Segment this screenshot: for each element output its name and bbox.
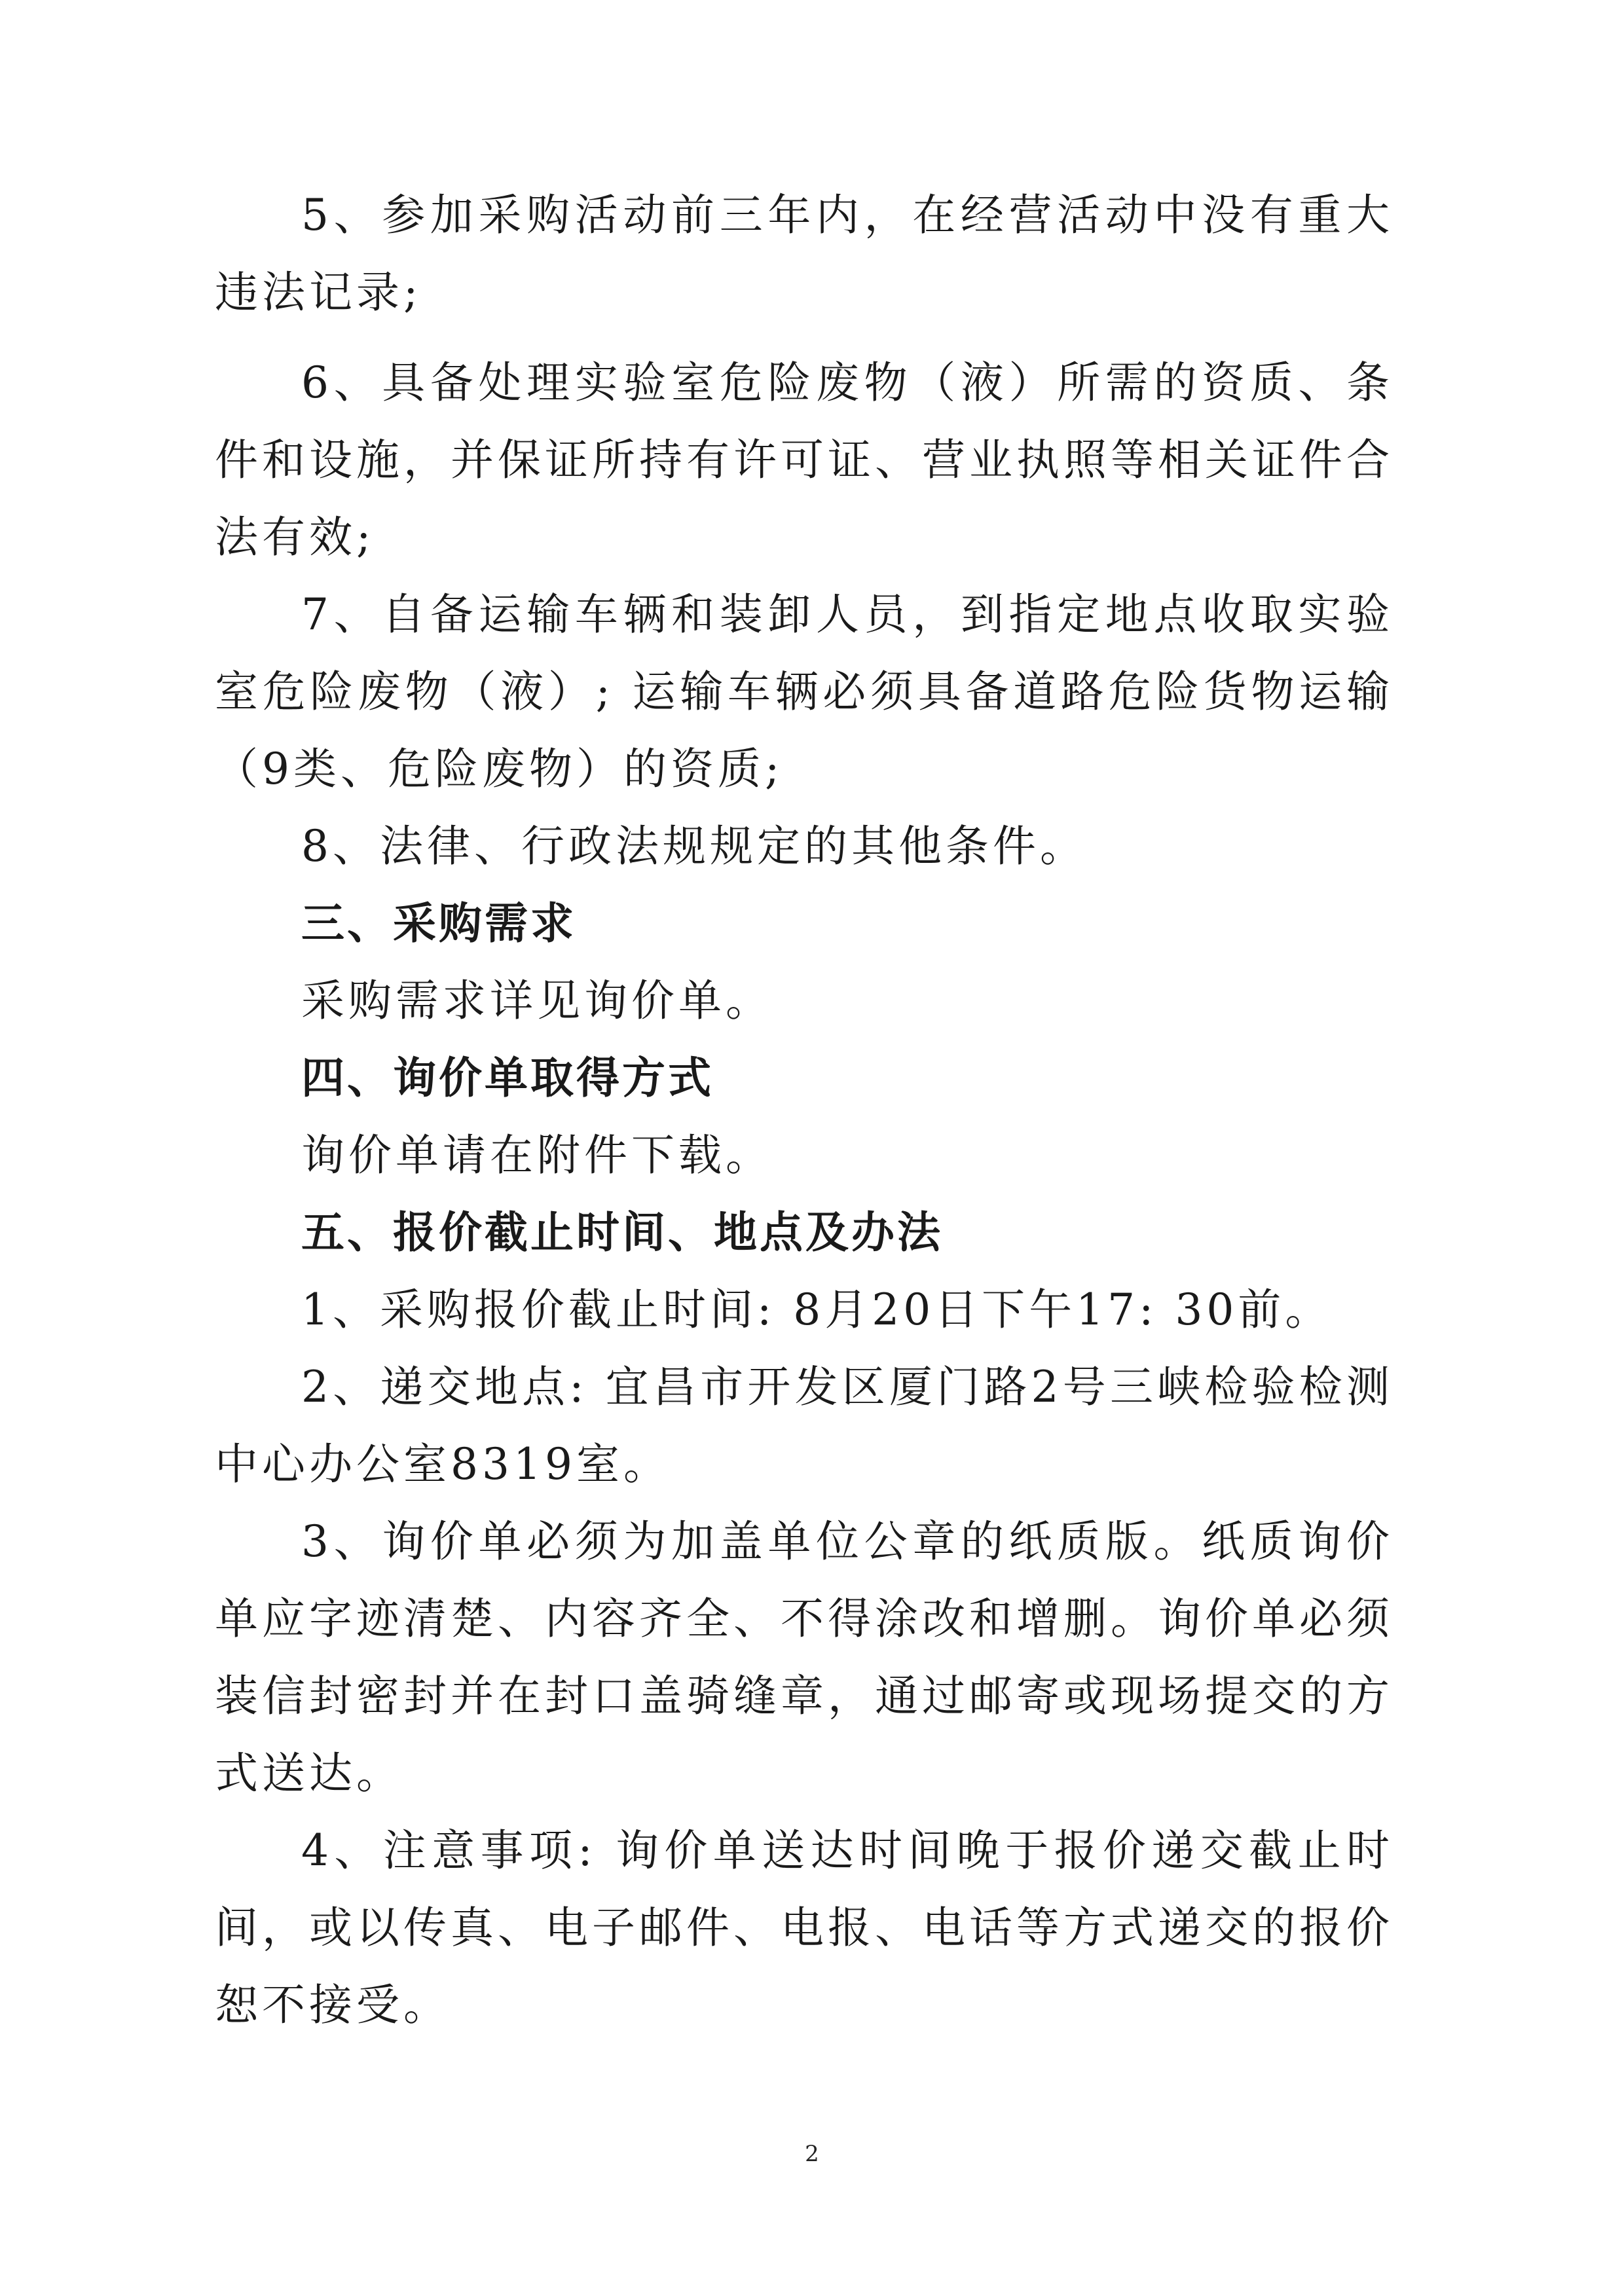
paragraph-item-6: 6、具备处理实验室危险废物（液）所需的资质、条件和设施，并保证所持有许可证、营业执照等相关证件合法有效; <box>215 357 1393 562</box>
deadline-item-1: 1、采购报价截止时间: 8月20日下午17: 30前。 <box>301 1285 1333 1335</box>
page-number: 2 <box>805 2141 819 2167</box>
paragraph-item-7: 7、自备运输车辆和装卸人员，到指定地点收取实验室危险废物（液）; 运输车辆必须具备道路危险货物运输（9类、危险废物）的资质; <box>215 589 1393 794</box>
section-heading-4: 四、询价单取得方式 <box>301 1053 714 1103</box>
section-heading-5: 五、报价截止时间、地点及办法 <box>301 1207 943 1258</box>
paragraph-item-8: 8、法律、行政法规规定的其他条件。 <box>301 821 1087 871</box>
inquiry-download-text: 询价单请在附件下载。 <box>301 1130 773 1180</box>
paragraph-item-5: 5、参加采购活动前三年内，在经营活动中没有重大违法记录; <box>215 190 1393 318</box>
document-body <box>215 177 1393 2044</box>
deadline-item-2: 2、递交地点: 宜昌市开发区厦门路2号三峡检验检测中心办公室8319室。 <box>215 1362 1393 1489</box>
deadline-item-4: 4、注意事项: 询价单送达时间晚于报价递交截止时间，或以传真、电子邮件、电报、电话等方式递交的报价恕不接受。 <box>215 1825 1393 2030</box>
section-heading-3: 三、采购需求 <box>301 898 576 949</box>
paragraph-gap <box>215 331 1393 344</box>
deadline-item-3: 3、询价单必须为加盖单位公章的纸质版。纸质询价单应字迹清楚、内容齐全、不得涂改和增删。询价单必须装信封密封并在封口盖骑缝章，通过邮寄或现场提交的方式送达。 <box>215 1516 1393 1798</box>
procurement-requirement-text: 采购需求详见询价单。 <box>301 975 773 1026</box>
